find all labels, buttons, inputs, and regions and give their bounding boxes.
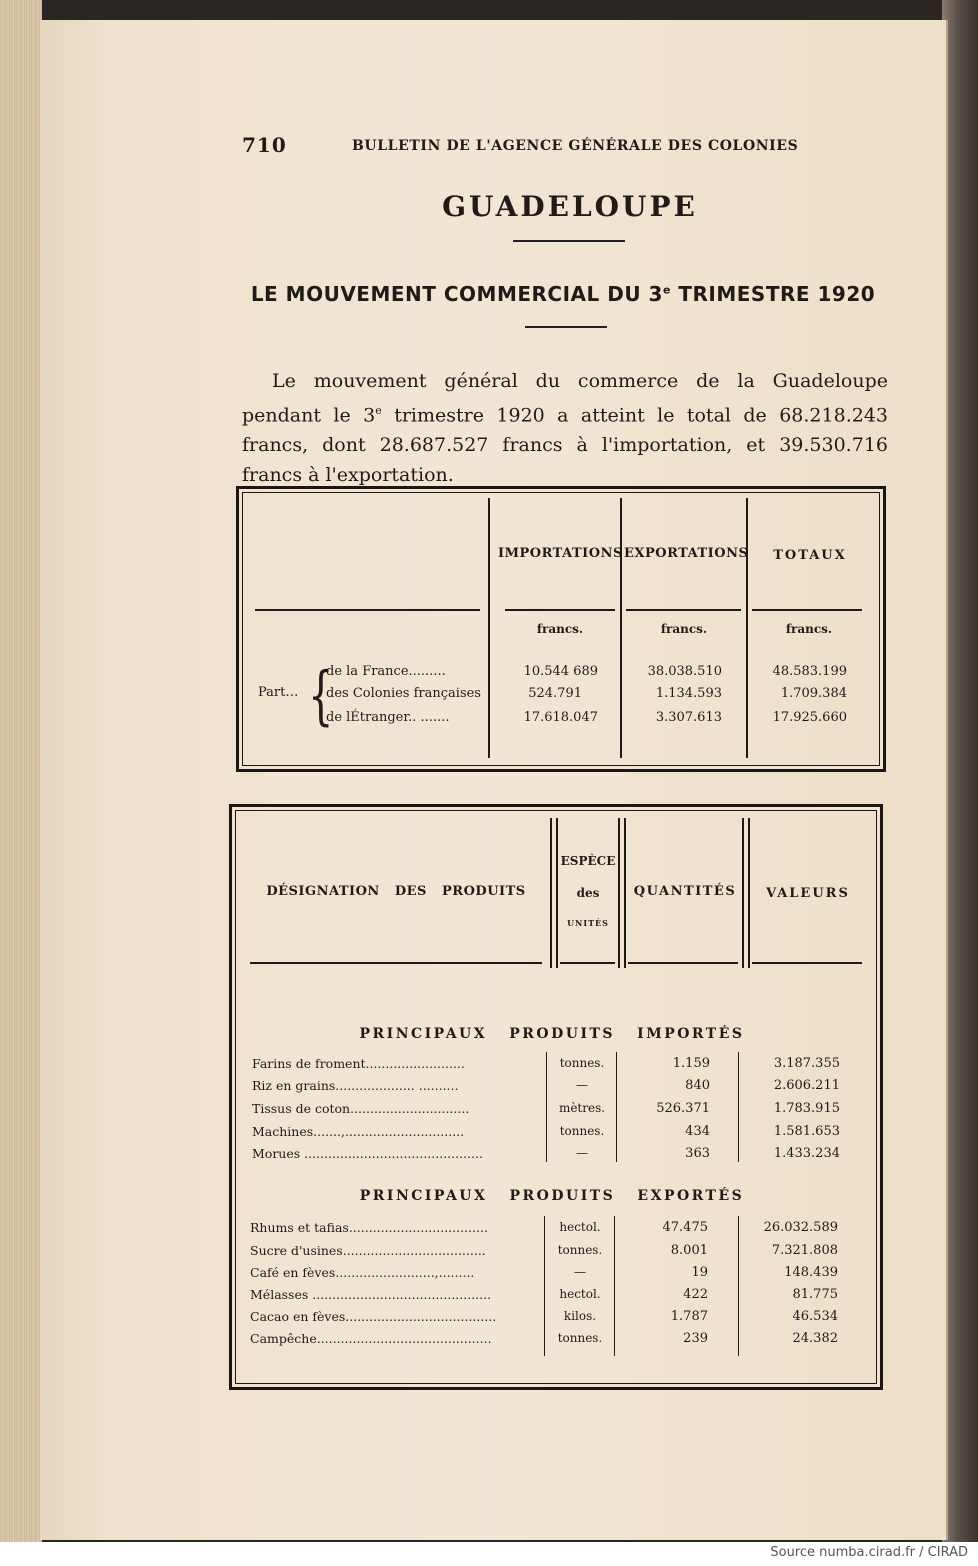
table2-rule	[752, 962, 862, 964]
page-title: GUADELOUPE	[442, 190, 698, 223]
product-qty: 8.001	[670, 1243, 708, 1258]
product-label: Tissus de coton..............................	[252, 1101, 470, 1116]
col-header-unites: UNITÉS	[567, 918, 609, 928]
product-qty: 422	[683, 1287, 708, 1302]
product-qty: 1.159	[672, 1056, 710, 1071]
col-header-espece: ESPÈCE	[560, 854, 616, 868]
intro-paragraph: Le mouvement général du commerce de la Guadeloupe pendant le 3e trimestre 1920 a atteint le total de 68.218.243 francs, dont 28.687.527 francs à l'importation, et 39.530.716 francs à l'exportation.	[242, 370, 889, 487]
section-exports-heading: PRINCIPAUX PRODUITS EXPORTÉS	[359, 1188, 745, 1204]
product-value: 1.433.234	[773, 1146, 840, 1161]
table1-rule	[752, 609, 862, 611]
unit-label: francs.	[785, 622, 833, 636]
cell-value: 1.709.384	[780, 686, 847, 701]
table2-rule	[560, 962, 615, 964]
product-unit: hectol.	[559, 1287, 601, 1301]
product-unit: —	[576, 1078, 588, 1092]
col-header-totaux: TOTAUX	[773, 548, 847, 563]
page-number: 710	[242, 133, 287, 157]
source-footer	[0, 1542, 978, 1566]
product-value: 1.783.915	[773, 1101, 840, 1116]
product-qty: 434	[685, 1124, 710, 1139]
product-qty: 840	[685, 1078, 710, 1093]
product-value: 24.382	[792, 1331, 838, 1346]
source-credit: Source numba.cirad.fr / CIRAD	[770, 1545, 968, 1560]
product-value: 1.581.653	[773, 1124, 840, 1139]
product-qty: 1.787	[670, 1309, 708, 1324]
section-subtitle: LE MOUVEMENT COMMERCIAL DU 3e TRIMESTRE 1920	[250, 282, 876, 306]
product-unit: tonnes.	[557, 1243, 603, 1257]
cell-value: 1.134.593	[655, 686, 722, 701]
product-qty: 526.371	[656, 1101, 710, 1116]
table1-rule	[255, 609, 480, 611]
product-qty: 47.475	[662, 1220, 708, 1235]
running-title: BULLETIN DE L'AGENCE GÉNÉRALE DES COLONIES	[352, 138, 799, 154]
table1-rule	[626, 609, 741, 611]
product-unit: mètres.	[558, 1101, 606, 1115]
product-qty: 363	[685, 1146, 710, 1161]
product-label: Machines.......,..............................	[252, 1124, 465, 1139]
product-value: 7.321.808	[771, 1243, 838, 1258]
product-label: Café en fèves.........................,.........	[250, 1265, 475, 1280]
section-imports-heading: PRINCIPAUX PRODUITS IMPORTÉS	[359, 1026, 745, 1042]
part-label: Part…	[258, 685, 299, 700]
row-divider	[738, 1216, 739, 1356]
row-divider	[738, 1052, 739, 1162]
product-unit: tonnes.	[559, 1056, 605, 1070]
product-unit: kilos.	[563, 1309, 597, 1323]
row-divider	[616, 1052, 617, 1162]
cell-value: 48.583.199	[772, 664, 847, 679]
product-value: 148.439	[784, 1265, 838, 1280]
product-label: Campêche............................................	[250, 1331, 492, 1346]
col-header-exportations: EXPORTATIONS	[624, 546, 749, 561]
row-divider	[546, 1052, 547, 1162]
product-qty: 239	[683, 1331, 708, 1346]
product-unit: tonnes.	[559, 1124, 605, 1138]
book-page-edges	[0, 0, 42, 1566]
product-unit: —	[576, 1146, 588, 1160]
product-unit: —	[574, 1265, 586, 1279]
brace-symbol: {	[308, 659, 334, 733]
cell-value: 524.791	[528, 686, 582, 701]
table2-rule	[250, 962, 542, 964]
product-label: Rhums et tafias...................................	[250, 1220, 488, 1235]
product-value: 3.187.355	[773, 1056, 840, 1071]
col-header-espece-des: des	[576, 886, 600, 900]
cell-value: 3.307.613	[655, 710, 722, 725]
col-header-quantites: QUANTITÉS	[633, 884, 737, 899]
product-unit: tonnes.	[557, 1331, 603, 1345]
product-label: Morues .............................................	[252, 1146, 483, 1161]
row-label: de lÉtranger.. .......	[326, 710, 450, 725]
product-label: Cacao en fèves......................................	[250, 1309, 497, 1324]
row-label: de la France.........	[326, 664, 446, 679]
unit-label: francs.	[660, 622, 708, 636]
product-unit: hectol.	[559, 1220, 601, 1234]
col-header-valeurs: VALEURS	[766, 886, 850, 901]
row-label: des Colonies françaises	[326, 686, 481, 701]
product-value: 2.606.211	[773, 1078, 840, 1093]
row-divider	[614, 1216, 615, 1356]
cell-value: 10.544 689	[523, 664, 598, 679]
table1-rule	[505, 609, 615, 611]
cell-value: 38.038.510	[647, 664, 722, 679]
table2-divider	[550, 818, 552, 968]
product-value: 46.534	[792, 1309, 838, 1324]
product-label: Mélasses .............................................	[250, 1287, 492, 1302]
product-label: Riz en grains.................... ..........	[252, 1078, 459, 1093]
title-rule	[513, 240, 625, 242]
row-divider	[544, 1216, 545, 1356]
cell-value: 17.618.047	[523, 710, 598, 725]
subtitle-rule	[525, 326, 607, 328]
cell-value: 17.925.660	[772, 710, 847, 725]
product-label: Farins de froment.........................	[252, 1056, 465, 1071]
col-header-designation: DÉSIGNATION DES PRODUITS	[266, 884, 526, 899]
product-label: Sucre d'usines....................................	[250, 1243, 486, 1258]
unit-label: francs.	[536, 622, 584, 636]
product-value: 26.032.589	[763, 1220, 838, 1235]
col-header-importations: IMPORTATIONS	[498, 546, 623, 561]
product-value: 81.775	[792, 1287, 838, 1302]
table2-rule	[628, 962, 738, 964]
product-qty: 19	[691, 1265, 708, 1280]
